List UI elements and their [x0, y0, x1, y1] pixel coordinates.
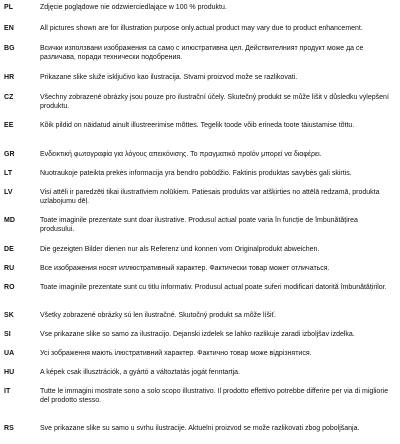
disclaimer-text: Všetky zobrazené obrázky sú len ilustračné. Skutočný produkt sa môže líšiť.	[40, 312, 277, 319]
disclaimer-text: Tutte le immagini mostrate sono a solo scopo illustrativo. Il prodotto effettivo potrebbe differire per via di migliorie del prodotto stesso.	[40, 388, 389, 404]
disclaimer-text: Все изображения носят иллюстративный характер. Фактически товар может отличаться.	[40, 265, 330, 272]
language-code: BG	[4, 45, 15, 52]
language-code: EN	[4, 25, 14, 32]
disclaimer-text: Zdjęcie poglądowe nie odzwierciedlające w 100 % produktu.	[40, 4, 227, 11]
disclaimer-text: Prikazane slike služe isključivo kao ilustracija. Stvarni proizvod može se razlikovati.	[40, 74, 298, 81]
language-code: RO	[4, 284, 15, 291]
disclaimer-text: Kõik pildid on näidatud ainult illustreerimise mõttes. Tegelik toode võib erineda toote täiustamise tõttu.	[40, 122, 355, 129]
language-code: UA	[4, 350, 15, 357]
disclaimer-text: Toate imaginile prezentate sunt doar ilustrative. Produsul actual poate varia în funcție de îmbunătățirea produsului.	[40, 217, 358, 233]
language-code: CZ	[4, 94, 14, 101]
language-code: PL	[4, 4, 14, 11]
language-code: EE	[4, 122, 14, 129]
language-code: LV	[4, 189, 13, 196]
disclaimer-text: Die gezeigten Bilder dienen nur als Referenz und konnen vom Originalprodukt abweichen.	[40, 246, 320, 253]
disclaimer-text: A képek csak illusztrációk, a gyártó a változtatás jogát fenntartja.	[40, 369, 240, 376]
disclaimer-text: Всички използвани изображения са само с илюстративна цел. Действителният продукт може да се различава, поради технически подобрения.	[40, 45, 364, 61]
disclaimer-text: Ενδεικτική φωτογραφία για λόγους απεικόνισης. Το πραγματικό προϊόν μπορεί να διαφέρει.	[40, 151, 322, 158]
disclaimer-text: Vse prikazane slike so samo za ilustracijo. Dejanski izdelek se lahko razlikuje zaradi izboljšav izdelka.	[40, 331, 355, 338]
disclaimer-text: Nuotraukoje pateikta prekės informacija yra bendro pobūdžio. Faktinis produktas savybės gali skirtis.	[40, 170, 352, 177]
language-code: SI	[4, 331, 11, 338]
language-code: LT	[4, 170, 13, 177]
disclaimer-text: Všechny zobrazené obrázky jsou pouze pro ilustrační účely. Skutečný produkt se může lišit v důsledku vylepšení produktu.	[40, 94, 389, 110]
language-code: GR	[4, 151, 15, 158]
disclaimer-text: All pictures shown are for illustration purpose only.actual product may vary due to product enhancement.	[40, 25, 363, 32]
disclaimer-text: Усі зображення мають ілюстративний характер. Фактично товар може відрізнятися.	[40, 350, 312, 357]
disclaimer-text: Visi attēli ir paredzēti tikai ilustratīviem nolūkiem. Patiesais produkts var atšķirties no attēlā redzamā, produkta uzlabojumu dēļ.	[40, 189, 380, 205]
language-code: IT	[4, 388, 11, 395]
language-code: DE	[4, 246, 14, 253]
language-code: HR	[4, 74, 15, 81]
disclaimer-text: Toate imaginile prezentate sunt cu titlu informativ. Produsul actual poate suferi modificari datorită îmbunătățirilor.	[40, 284, 387, 291]
language-code: MD	[4, 217, 16, 224]
language-code: HU	[4, 369, 15, 376]
disclaimer-text: Sve prikazane slike su samo u svrhu ilustracije. Aktuelni proizvod se može razlikovati zbog poboljšanja.	[40, 425, 360, 432]
language-code: RU	[4, 265, 15, 272]
language-code: RS	[4, 425, 14, 432]
language-code: SK	[4, 312, 14, 319]
